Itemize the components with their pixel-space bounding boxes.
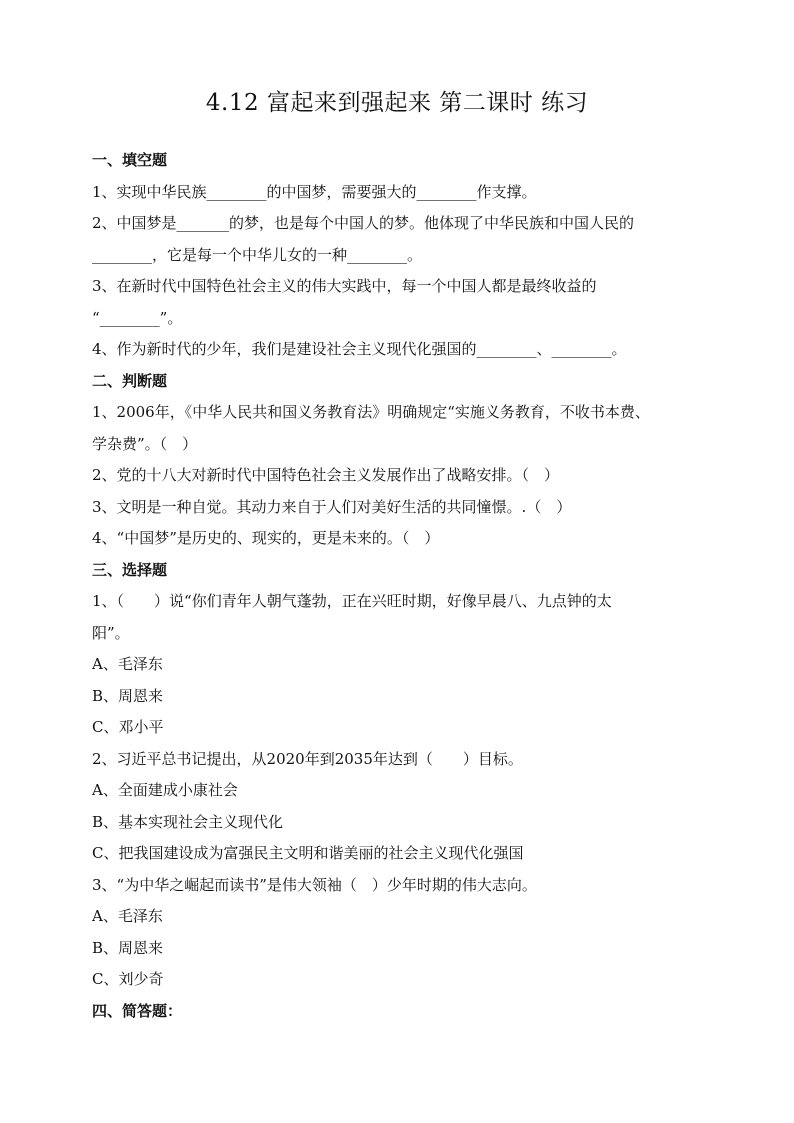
choice-question-1-line-2: 阳”。	[92, 623, 130, 642]
judge-question-4: 4、“中国梦”是历史的、现实的，更是未来的。（ ）	[92, 529, 440, 547]
judge-question-1-line-2: 学杂费”。（ ）	[92, 434, 198, 453]
page-title: 4.12 富起来到强起来 第二课时 练习	[205, 90, 589, 116]
fill-question-3-line-1: 3、在新时代中国特色社会主义的伟大实践中，每一个中国人都是最终收益的	[92, 277, 597, 295]
fill-question-2-line-1: 2、中国梦是_______的梦，也是每个中国人的梦。他体现了中华民族和中国人民的	[92, 214, 635, 232]
choice-question-3-option-b: B、周恩来	[92, 938, 164, 957]
judge-question-2: 2、党的十八大对新时代中国特色社会主义发展作出了战略安排。（ ）	[92, 466, 560, 484]
exercise-content	[92, 145, 712, 1027]
choice-question-2-option-c: C、把我国建设成为富强民主文明和谐美丽的社会主义现代化强国	[92, 844, 524, 862]
fill-question-3-line-2: “________”。	[92, 308, 183, 327]
choice-question-1-option-c: C、邓小平	[92, 718, 164, 736]
fill-question-4: 4、作为新时代的少年，我们是建设社会主义现代化强国的________、________。	[92, 340, 627, 358]
judge-question-1-line-1: 1、2006年，《中华人民共和国义务教育法》明确规定“实施义务教育，不收书本费、	[92, 403, 650, 421]
choice-question-3-option-c: C、刘少奇	[92, 970, 164, 988]
fill-question-2-line-2: ________，它是每一个中华儿女的一种________。	[92, 245, 423, 264]
judge-question-3: 3、文明是一种自觉。其动力来自于人们对美好生活的共同憧憬。.（ ）	[92, 497, 572, 516]
choice-question-1-option-a: A、毛泽东	[92, 655, 163, 673]
section-heading-true-false: 二、判断题	[92, 371, 168, 390]
choice-question-1-line-1: 1、（ ）说“你们青年人朝气蓬勃，正在兴旺时期，好像早晨八、九点钟的太	[92, 592, 612, 610]
choice-question-2-option-a: A、全面建成小康社会	[92, 781, 238, 799]
choice-question-3-option-a: A、毛泽东	[92, 907, 163, 925]
choice-question-1-option-b: B、周恩来	[92, 686, 164, 705]
choice-question-3: 3、“为中华之崛起而读书”是伟大领袖（ ）少年时期的伟大志向。	[92, 875, 537, 894]
section-heading-multiple-choice: 三、选择题	[92, 560, 168, 579]
choice-question-2-option-b: B、基本实现社会主义现代化	[92, 812, 284, 831]
section-heading-fill-blank: 一、填空题	[92, 151, 168, 169]
fill-question-1: 1、实现中华民族________的中国梦，需要强大的________作支撑。	[92, 182, 537, 201]
choice-question-2: 2、习近平总书记提出，从2020年到2035年达到（ ）目标。	[92, 749, 523, 768]
section-heading-short-answer: 四、简答题：	[92, 1001, 183, 1020]
